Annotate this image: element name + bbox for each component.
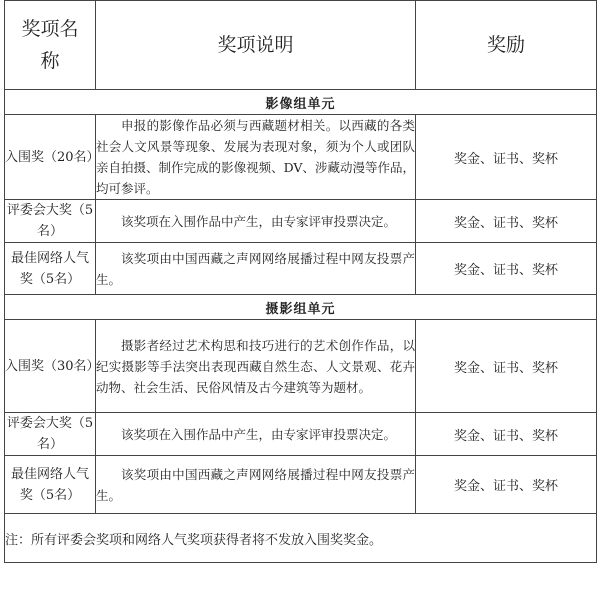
award-reward: 奖金、证书、奖杯 (416, 243, 597, 295)
award-reward: 奖金、证书、奖杯 (416, 115, 597, 200)
header-award-description: 奖项说明 (96, 1, 416, 90)
section-title: 摄影组单元 (5, 295, 597, 320)
award-description-cell (96, 200, 416, 243)
section-title: 影像组单元 (5, 90, 597, 115)
header-award-name: 奖项名称 (5, 1, 96, 90)
award-description: 该奖项在入围作品中产生，由专家评审投票决定。 (121, 426, 397, 442)
awards-body (5, 90, 597, 514)
award-description-cell (96, 413, 416, 456)
table-row (5, 413, 597, 456)
award-reward: 奖金、证书、奖杯 (416, 320, 597, 413)
award-name: 评委会大奖（5名） (5, 200, 96, 243)
award-description: 该奖项在入围作品中产生，由专家评审投票决定。 (121, 213, 397, 229)
table-row (5, 115, 597, 200)
header-reward: 奖励 (416, 1, 597, 90)
award-description-cell (96, 115, 416, 200)
note-row (5, 514, 597, 563)
award-name: 最佳网络人气奖（5名） (5, 456, 96, 514)
table-row (5, 243, 597, 295)
section-row (5, 295, 597, 320)
award-description-cell (96, 320, 416, 413)
award-reward: 奖金、证书、奖杯 (416, 413, 597, 456)
award-name: 最佳网络人气奖（5名） (5, 243, 96, 295)
awards-table (4, 0, 597, 563)
award-name: 入围奖（20名） (5, 115, 96, 200)
award-reward: 奖金、证书、奖杯 (416, 200, 597, 243)
table-row (5, 320, 597, 413)
award-reward: 奖金、证书、奖杯 (416, 456, 597, 514)
award-description-cell (96, 456, 416, 514)
award-description: 摄影者经过艺术构思和技巧进行的艺术创作作品，以纪实摄影等手法突出表现西藏自然生态、人文景观、花卉动物、社会生活、民俗风情及古今建筑等为题材。 (96, 337, 415, 395)
award-description: 申报的影像作品必须与西藏题材相关。以西藏的各类社会人文风景等现象、发展为表现对象，须为个人或团队亲自拍摄、制作完成的影像视频、DV、涉藏动漫等作品，均可参评。 (96, 118, 415, 196)
table-row (5, 200, 597, 243)
footnote: 注：所有评委会奖项和网络人气奖项获得者将不发放入围奖奖金。 (5, 514, 597, 563)
header-row (5, 1, 597, 90)
award-description-cell (96, 243, 416, 295)
award-description: 该奖项由中国西藏之声网网络展播过程中网友投票产生。 (96, 466, 415, 503)
award-description: 该奖项由中国西藏之声网网络展播过程中网友投票产生。 (96, 250, 415, 287)
award-name: 入围奖（30名） (5, 320, 96, 413)
award-name: 评委会大奖（5名） (5, 413, 96, 456)
section-row (5, 90, 597, 115)
table-row (5, 456, 597, 514)
